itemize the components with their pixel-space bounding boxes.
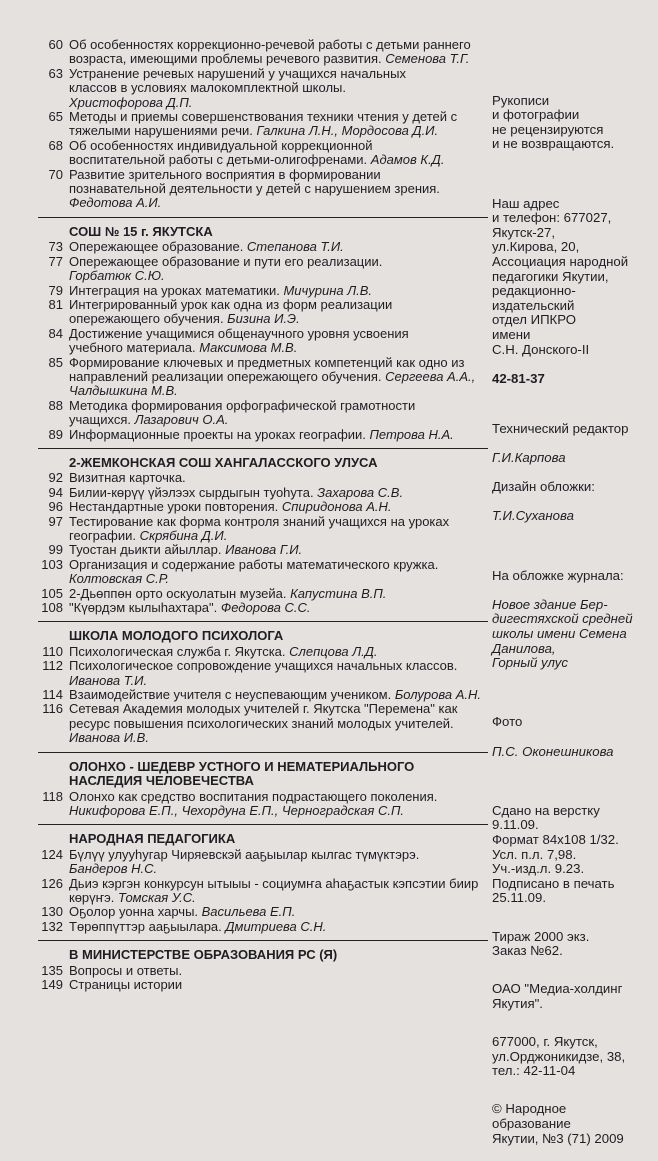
page-number: 79 xyxy=(48,282,63,298)
toc-entry xyxy=(38,601,488,615)
toc-entry xyxy=(38,327,488,356)
page-number: 89 xyxy=(48,426,63,442)
toc-entry xyxy=(38,688,488,702)
page-number: 81 xyxy=(48,296,63,312)
article-author: Иванова И.В. xyxy=(69,730,149,746)
article-title: Интеграция на уроках математики. xyxy=(69,282,284,298)
article-title: Взаимодействие учителя с неуспевающим учеником. xyxy=(69,687,395,703)
article-title: Нестандартные уроки повторения. xyxy=(69,499,282,515)
article-title: Вопросы и ответы. xyxy=(69,962,183,978)
page-number: 96 xyxy=(48,499,63,515)
editorial-phone: 42-81-37 xyxy=(492,370,545,386)
toc-entry xyxy=(38,920,488,934)
cover-description: Новое здание Бер- дигестяхской средней школы имени Семена Данилова, Горный улус xyxy=(492,596,633,671)
article-title: Организация и содержание работы математического кружка. xyxy=(69,556,439,572)
article-author: Капустина В.П. xyxy=(290,585,387,601)
page-number: 73 xyxy=(48,239,63,255)
article-title: Информационные проекты на уроках географии. xyxy=(69,426,370,442)
article-author: Петрова Н.А. xyxy=(369,426,454,442)
toc-entry xyxy=(38,298,488,327)
toc-entry xyxy=(38,558,488,587)
page-number: 126 xyxy=(41,875,63,891)
toc-entry xyxy=(38,978,488,992)
toc-intro-entries xyxy=(38,38,488,211)
article-author: Никифорова Е.П., Чехордуна Е.П., Черноградская С.П. xyxy=(69,802,404,818)
page-number: 132 xyxy=(41,918,63,934)
toc-entry xyxy=(38,399,488,428)
editorial-address: Наш адрес и телефон: 677027, Якутск-27, ул.Кирова, 20, Ассоциация народной педагогики Якутии, редакционно- издательский отдел ИПКРО имени С.Н. Донского-II xyxy=(492,195,629,357)
article-author: Спиридонова А.Н. xyxy=(281,499,392,515)
toc-entry xyxy=(38,848,488,877)
toc-section xyxy=(38,621,488,745)
photo-label: Фото xyxy=(492,714,523,730)
article-title: Дьиэ кэргэн конкурсун ытыыы - социумҥа аһаҕастык кэпсэтии биир көрүҥэ. xyxy=(69,875,479,905)
page-number: 63 xyxy=(48,65,63,81)
page-number: 85 xyxy=(48,354,63,370)
page-number: 103 xyxy=(41,556,63,572)
cover-design-label: Дизайн обложки: xyxy=(492,479,595,495)
publisher-address: 677000, г. Якутск, ул.Орджоникидзе, 38, тел.: 42-11-04 xyxy=(492,1034,626,1079)
toc-entry xyxy=(38,240,488,254)
page-number: 112 xyxy=(42,658,63,674)
article-author: Галкина Л.Н., Мордосова Д.И. xyxy=(256,123,439,139)
article-title: Оҕолор уонна харчы. xyxy=(69,904,202,920)
page-number: 124 xyxy=(41,846,63,862)
toc-section xyxy=(38,752,488,819)
article-author: Горбатюк С.Ю. xyxy=(69,268,165,284)
article-author: Лазарович О.А. xyxy=(134,412,229,428)
article-title: 2-Дьөппөн орто оскуолатын музейа. xyxy=(69,585,291,601)
page-number: 68 xyxy=(48,137,63,153)
toc-entry xyxy=(38,284,488,298)
page-number: 114 xyxy=(42,687,63,703)
article-author: Скрябина Д.И. xyxy=(139,528,228,543)
page-number: 130 xyxy=(41,904,63,920)
article-author: Степанова Т.И. xyxy=(246,239,344,255)
article-title: Развитие зрительного восприятия в формировании познавательной деятельности у детей с нарушением зрения. xyxy=(69,166,440,197)
article-title: Олонхо как средство воспитания подрастающего поколения. xyxy=(69,788,438,804)
article-title: Страницы истории xyxy=(69,976,183,992)
page-number: 77 xyxy=(48,253,63,269)
page-number: 99 xyxy=(48,542,63,558)
article-title: Формирование ключевых и предметных компетенций как одно из направлений реализации опережающего обучения. xyxy=(69,354,465,384)
article-title: Төрөппүттэр ааҕыылара. xyxy=(69,918,226,934)
page-number: 105 xyxy=(41,585,63,601)
toc-entry xyxy=(38,659,488,688)
article-author: Слепцова Л.Д. xyxy=(289,643,378,659)
page-number: 118 xyxy=(42,788,63,804)
imprint-column xyxy=(492,79,658,1161)
toc-entry xyxy=(38,587,488,601)
article-author: Захарова С.В. xyxy=(317,484,404,500)
publisher: ОАО "Медиа-холдинг Якутия". xyxy=(492,981,623,1011)
page-number: 149 xyxy=(41,976,63,992)
article-title: Психологическое сопровождение учащихся начальных классов. xyxy=(69,658,458,674)
page-number: 88 xyxy=(48,397,63,413)
table-of-contents xyxy=(38,38,488,992)
photographer: П.С. Оконешникова xyxy=(492,743,614,759)
section-heading: 2-ЖЕМКОНСКАЯ СОШ ХАНГАЛАССКОГО УЛУСА xyxy=(69,454,378,470)
toc-entry xyxy=(38,702,488,745)
toc-entry xyxy=(38,515,488,544)
toc-entry xyxy=(38,964,488,978)
toc-entry xyxy=(38,67,488,110)
page-number: 94 xyxy=(48,484,63,500)
article-title: Интегрированный урок как одна из форм реализации опережающего обучения. xyxy=(69,296,393,327)
article-title: Сетевая Академия молодых учителей г. Якутска "Перемена" как ресурс повышения психологических знаний молодых учителей. xyxy=(69,701,458,731)
toc-entry xyxy=(38,38,488,67)
page-number: 92 xyxy=(48,470,63,486)
toc-section xyxy=(38,448,488,615)
toc-entry xyxy=(38,905,488,919)
toc-section xyxy=(38,940,488,992)
page-number: 84 xyxy=(48,325,63,341)
toc-entry xyxy=(38,645,488,659)
article-title: Психологическая служба г. Якутска. xyxy=(69,643,290,659)
article-author: Дмитриева С.Н. xyxy=(225,918,327,934)
article-author: Томская У.С. xyxy=(117,889,196,905)
toc-entry xyxy=(38,486,488,500)
page-number: 65 xyxy=(48,109,63,125)
section-heading: НАРОДНАЯ ПЕДАГОГИКА xyxy=(69,831,236,847)
article-author: Максимова М.В. xyxy=(199,340,298,356)
copyright: © Народное образование Якутии, №3 (71) 2009 xyxy=(492,1101,624,1146)
article-author: Иванова Т.И. xyxy=(69,672,148,688)
article-author: Сергеева А.А., Чалдышкина М.В. xyxy=(69,368,476,399)
article-title: Туостан дьикти айыллар. xyxy=(69,542,226,558)
article-author: Федорова С.С. xyxy=(220,600,311,616)
page-number: 97 xyxy=(48,513,63,529)
article-title: Достижение учащимися общенаучного уровня усвоения учебного материала. xyxy=(69,325,409,356)
toc-entry xyxy=(38,255,488,284)
article-title: Об особенностях индивидуальной коррекционной воспитательной работы с детьми-олигофренами. xyxy=(69,137,373,168)
article-title: Методы и приемы совершенствования техники чтения у детей с тяжелыми нарушениями речи. xyxy=(69,109,458,139)
article-title: Тестирование как форма контроля знаний учащихся на уроках географии. xyxy=(69,513,450,543)
section-heading: В МИНИСТЕРСТВЕ ОБРАЗОВАНИЯ РС (Я) xyxy=(69,947,338,963)
article-title: Методика формирования орфографической грамотности учащихся. xyxy=(69,397,416,428)
article-author: Бизина И.Э. xyxy=(227,311,300,327)
cover-label: На обложке журнала: xyxy=(492,567,624,583)
page-number: 135 xyxy=(41,962,63,978)
article-author: Семенова Т.Г. xyxy=(385,51,470,67)
tech-editor-label: Технический редактор xyxy=(492,420,629,436)
cover-designer: Т.И.Суханова xyxy=(492,508,574,524)
article-author: Адамов К.Д. xyxy=(370,152,445,168)
toc-entry xyxy=(38,139,488,168)
circulation: Тираж 2000 экз. Заказ №62. xyxy=(492,928,590,959)
toc-entry xyxy=(38,168,488,211)
article-title: Бүлүү улууһугар Чиряевскэй ааҕыылар кылгас түмүктэрэ. xyxy=(69,846,420,862)
article-author: Колтовская С.Р. xyxy=(69,571,170,587)
article-author: Мичурина Л.В. xyxy=(283,282,373,298)
toc-section xyxy=(38,824,488,934)
article-title: Опережающее образование. xyxy=(69,239,247,255)
article-title: Билии-көрүү үйэлээх сырдыгын туоһута. xyxy=(69,484,318,500)
tech-editor: Г.И.Карпова xyxy=(492,450,566,466)
article-title: Визитная карточка. xyxy=(69,470,186,486)
toc-entry xyxy=(38,877,488,906)
page-number: 116 xyxy=(42,701,63,717)
page-number: 108 xyxy=(41,600,63,616)
article-title: Опережающее образование и пути его реализации. xyxy=(69,253,383,269)
article-title: Об особенностях коррекционно-речевой работы с детьми раннего возраста, имеющими проблемы речевого развития. xyxy=(69,37,471,67)
article-author: Васильева Е.П. xyxy=(201,904,296,920)
article-author: Иванова Г.И. xyxy=(225,542,303,558)
section-heading: ОЛОНХО - ШЕДЕВР УСТНОГО И НЕМАТЕРИАЛЬНОГО НАСЛЕДИЯ ЧЕЛОВЕЧЕСТВА xyxy=(69,758,415,789)
article-author: Христофорова Д.П. xyxy=(69,94,193,110)
page-number: 110 xyxy=(42,643,63,659)
toc-entry xyxy=(38,110,488,139)
article-title: Устранение речевых нарушений у учащихся начальных классов в условиях малокомплектной школы. xyxy=(69,65,406,96)
page-number: 70 xyxy=(48,166,63,182)
article-author: Бандеров Н.С. xyxy=(69,861,158,877)
article-author: Федотова А.И. xyxy=(69,195,162,211)
print-info: Сдано на верстку 9.11.09. Формат 84x108 1/32. Усл. п.л. 7,98. Уч.-изд.л. 9.23. Подписано в печать 25.11.09. xyxy=(492,802,619,906)
toc-entry xyxy=(38,790,488,819)
toc-section xyxy=(38,217,488,442)
toc-entry xyxy=(38,471,488,485)
toc-entry xyxy=(38,356,488,399)
article-author: Болурова А.Н. xyxy=(394,687,482,703)
section-heading: ШКОЛА МОЛОДОГО ПСИХОЛОГА xyxy=(69,628,284,644)
section-heading: СОШ № 15 г. ЯКУТСКА xyxy=(69,223,213,239)
page-number: 60 xyxy=(48,37,63,52)
toc-entry xyxy=(38,543,488,557)
article-title: "Күөрдэм кылыһахтара". xyxy=(69,600,221,616)
toc-entry xyxy=(38,428,488,442)
manuscripts-notice: Рукописи и фотографии не рецензируются и не возвращаются. xyxy=(492,92,615,152)
toc-entry xyxy=(38,500,488,514)
